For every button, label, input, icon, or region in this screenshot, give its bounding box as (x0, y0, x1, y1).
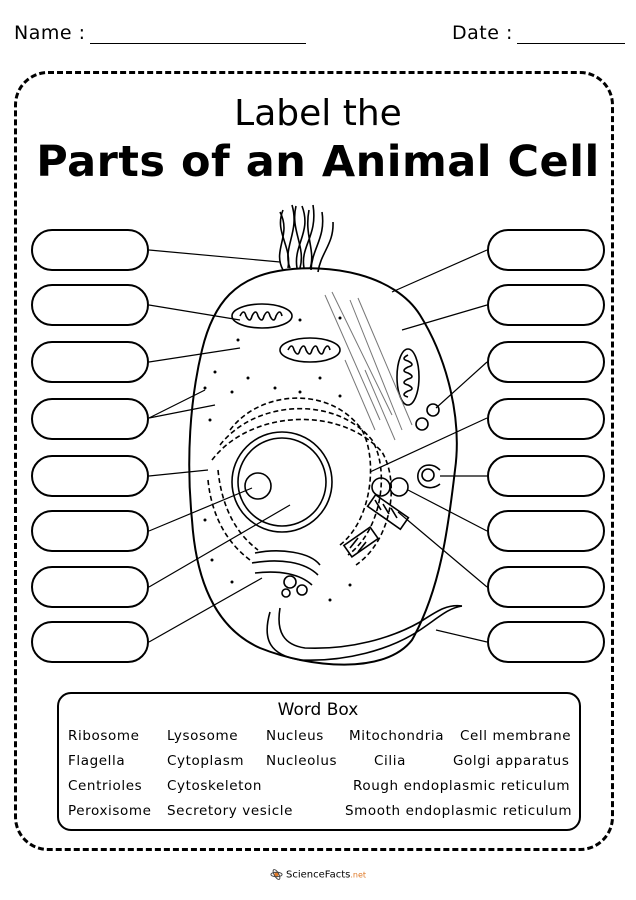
cytoskeleton-illustration (325, 292, 412, 440)
name-label: Name : (14, 22, 86, 44)
word-lysosome: Lysosome (167, 728, 239, 744)
word-cilia: Cilia (374, 753, 406, 769)
word-flagella: Flagella (68, 753, 126, 769)
word-box-title: Word Box (277, 700, 359, 720)
mitochondrion-illustration (232, 304, 419, 405)
word-golgi-apparatus: Golgi apparatus (453, 753, 570, 769)
word-secretory-vesicle: Secretory vesicle (167, 803, 293, 819)
golgi-illustration (252, 551, 320, 597)
rough-er-illustration (208, 398, 391, 565)
sciencefacts-logo-icon (270, 868, 283, 881)
word-ribosome: Ribosome (68, 728, 140, 744)
footer-brand (0, 868, 636, 881)
title-line-1: Label the (234, 93, 402, 134)
date-label: Date : (452, 22, 513, 44)
title-line-2: Parts of an Animal Cell (36, 137, 600, 187)
footer-brand-tld: .net (350, 870, 367, 880)
word-smooth-er: Smooth endoplasmic reticulum (345, 803, 573, 819)
nucleolus-illustration (245, 473, 271, 499)
word-cytoskeleton: Cytoskeleton (167, 778, 263, 794)
word-mitochondria: Mitochondria (349, 728, 445, 744)
cilia-illustration (280, 205, 333, 272)
word-nucleus: Nucleus (266, 728, 324, 744)
leader-lines (149, 250, 487, 642)
word-peroxisome: Peroxisome (68, 803, 152, 819)
word-nucleolus: Nucleolus (266, 753, 338, 769)
nucleus-illustration (232, 432, 332, 532)
peroxisome-illustration (427, 404, 439, 416)
word-centrioles: Centrioles (68, 778, 143, 794)
word-rough-er: Rough endoplasmic reticulum (353, 778, 571, 794)
word-cell-membrane: Cell membrane (460, 728, 572, 744)
footer-brand-name: ScienceFacts (285, 869, 351, 881)
centrioles-illustration (344, 495, 409, 557)
word-cytoplasm: Cytoplasm (167, 753, 245, 769)
